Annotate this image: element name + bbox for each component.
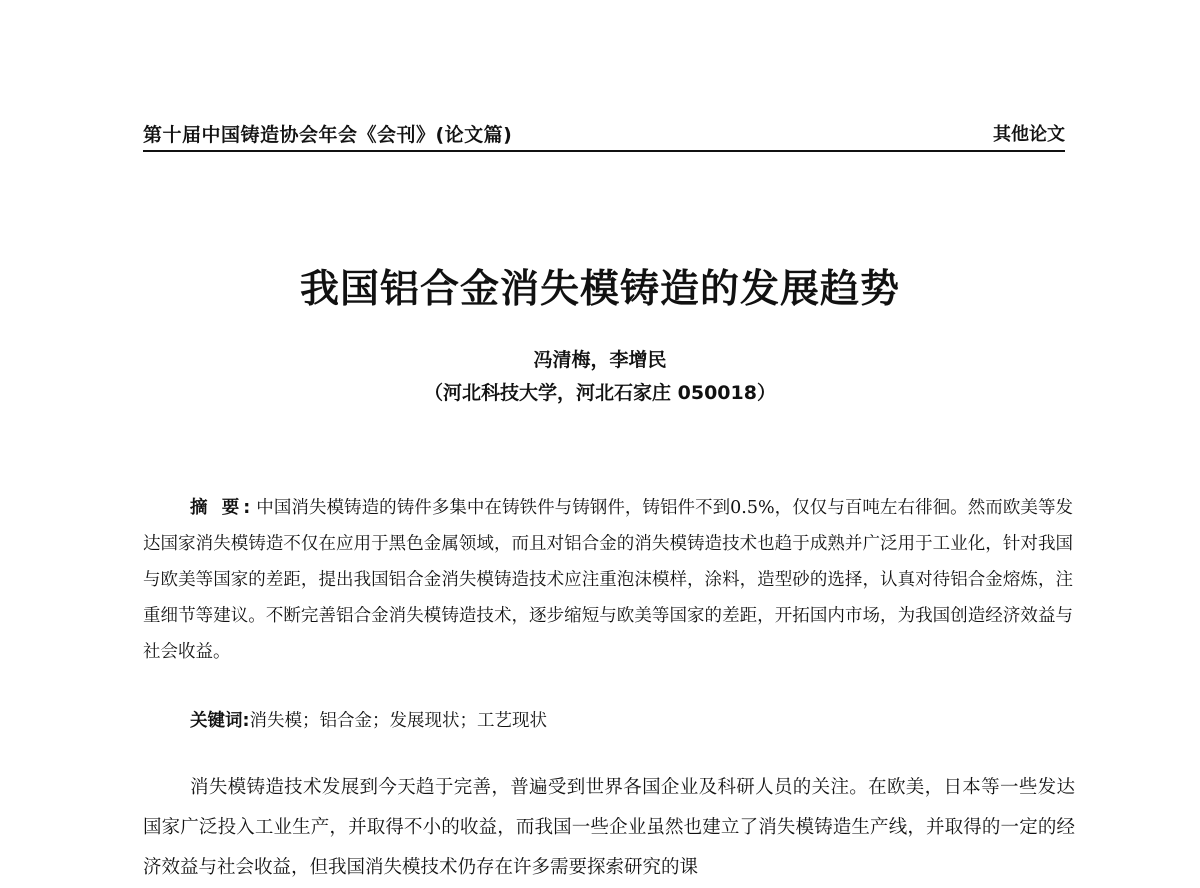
article-title: 我国铝合金消失模铸造的发展趋势 bbox=[299, 267, 900, 312]
journal-title: 第十届中国铸造协会年会《会刊》(论文篇) bbox=[143, 124, 513, 146]
section-label: 其他论文 bbox=[993, 124, 1065, 145]
running-header bbox=[143, 112, 1065, 152]
keywords-label: 关键词: bbox=[190, 711, 250, 731]
body-paragraph: 消失模铸造技术发展到今天趋于完善，普遍受到世界各国企业及科研人员的关注。在欧美，日本等一些发达国家广泛投入工业生产，并取得不小的收益，而我国一些企业虽然也建立了消失模铸造生产线，并取得的一定的经济效益与社会收益，但我国消失模技术仍存在许多需要探索研究的课 bbox=[143, 777, 1075, 878]
author-affiliation: （河北科技大学，河北石家庄 050018） bbox=[424, 382, 776, 404]
keywords-line bbox=[190, 703, 547, 739]
abstract-text: 中国消失模铸造的铸件多集中在铸铁件与铸钢件，铸铝件不到0.5%，仅仅与百吨左右徘徊。然而欧美等发达国家消失模铸造不仅在应用于黑色金属领域，而且对铝合金的消失模铸造技术也趋于成熟并广泛用于工业化，针对我国与欧美等国家的差距，提出我国铝合金消失模铸造技术应注重泡沫模样，涂料，造型砂的选择，认真对待铝合金熔炼，注重细节等建议。不断完善铝合金消失模铸造技术，逐步缩短与欧美等国家的差距，开拓国内市场，为我国创造经济效益与社会收益。 bbox=[143, 498, 1073, 662]
abstract-paragraph bbox=[143, 490, 1073, 670]
abstract-label: 摘 要: bbox=[190, 498, 255, 518]
keywords-text: 消失模；铝合金；发展现状；工艺现状 bbox=[249, 711, 547, 731]
article-authors: 冯清梅，李增民 bbox=[533, 349, 667, 371]
